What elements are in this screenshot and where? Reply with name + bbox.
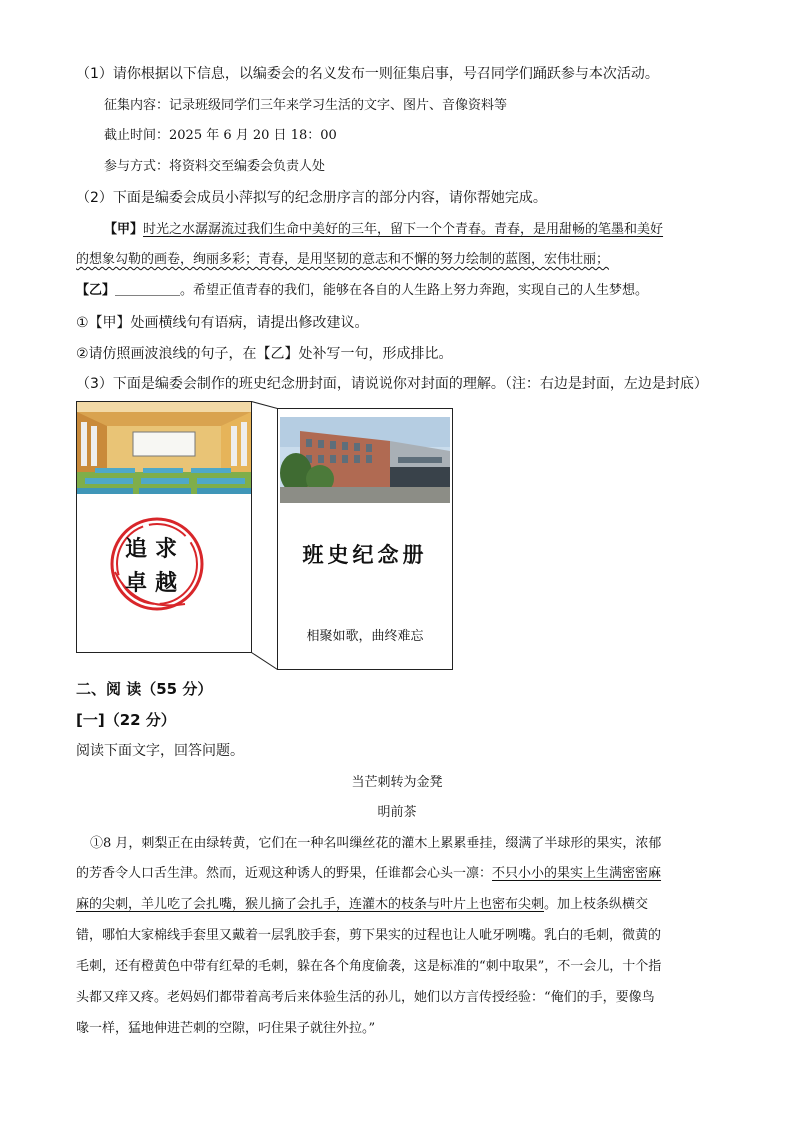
jia-wavy-text: 的想象勾勒的画卷，绚丽多彩；青春，是用坚韧的意志和不懈的努力绘制的蓝图，宏伟壮丽；	[76, 252, 610, 267]
section-heading: 二、阅 读（55 分）	[76, 680, 213, 698]
info-method: 参与方式：将资料交至编委会负责人处	[104, 159, 326, 174]
school-building-photo	[280, 417, 450, 503]
part-heading: [一]（22 分）	[76, 711, 176, 729]
question-1: （1）请你根据以下信息，以编委会的名义发布一则征集启事，号召同学们踊跃参与本次活动。	[76, 66, 659, 82]
preface-jia-line1	[104, 220, 663, 240]
info-content: 征集内容：记录班级同学们三年来学习生活的文字、图片、音像资料等	[104, 98, 508, 113]
para1-line6: 头都又痒又疼。老妈妈们都带着高考后来体验生活的孙儿，她们以方言传授经验：“俺们的手，要像鸟	[76, 990, 655, 1005]
sub-question-1: ①【甲】处画横线句有语病，请提出修改建议。	[76, 315, 369, 331]
yi-text: 。希望正值青春的我们，能够在各自的人生路上努力奔跑，实现自己的人生梦想。	[180, 283, 649, 298]
jia-tag: 【甲】	[104, 222, 144, 237]
para1-line3	[76, 895, 648, 915]
motto-stamp	[105, 512, 209, 616]
para1-line4: 错，哪怕大家棉线手套里又戴着一层乳胶手套，剪下果实的过程也让人呲牙咧嘴。乳白的毛刺，微黄的	[76, 928, 662, 943]
info-deadline: 截止时间：2025 年 6 月 20 日 18：00	[104, 128, 337, 143]
para1-underlined-a: 不只小小的果实上生满密密麻	[492, 866, 662, 881]
jia-underlined-text: 时光之水潺潺流过我们生命中美好的三年，留下一个个青春。青春，是用甜畅的笔墨和美好	[143, 222, 664, 237]
classroom-photo	[77, 402, 251, 494]
yi-tag: 【乙】	[76, 283, 116, 298]
para1-underlined-b: 麻的尖刺，羊儿吃了会扎嘴，猴儿摘了会扎手，连灌木的枝条与叶片上也密布尖刺	[76, 897, 545, 912]
para1-line2-text: 的芳香令人口舌生津。然而，近观这种诱人的野果，任谁都会心头一凛：	[76, 866, 493, 881]
yi-blank: ＿＿＿＿＿	[115, 283, 181, 298]
front-cover	[277, 408, 453, 670]
article-author: 明前茶	[377, 805, 417, 820]
stamp-line-1: 追求	[125, 537, 186, 562]
cover-subtitle: 相聚如歌，曲终难忘	[306, 629, 424, 644]
question-2: （2）下面是编委会成员小萍拟写的纪念册序言的部分内容，请你帮她完成。	[76, 190, 547, 206]
reading-instruction: 阅读下面文字，回答问题。	[76, 743, 244, 759]
back-cover	[76, 401, 252, 653]
para1-line7: 喙一样，猛地伸进芒刺的空隙，叼住果子就往外拉。”	[76, 1021, 376, 1036]
stamp-line-2: 卓越	[125, 571, 186, 596]
preface-yi-line	[76, 281, 648, 301]
para1-line1: ①8 月，刺梨正在由绿转黄，它们在一种名叫缫丝花的灌木上累累垂挂，缀满了半球形的果实，浓郁	[90, 836, 662, 851]
article-title: 当芒刺转为金凳	[351, 775, 443, 790]
para1-line2	[76, 864, 661, 884]
question-3: （3）下面是编委会制作的班史纪念册封面，请说说你对封面的理解。（注：右边是封面，左边是封底）	[76, 376, 708, 392]
preface-jia-line2	[76, 250, 609, 270]
para1-line5: 毛刺，还有橙黄色中带有红晕的毛刺，躲在各个角度偷袭，这是标准的“刺中取果”，不一会儿，十个指	[76, 959, 662, 974]
cover-title: 班史纪念册	[302, 542, 428, 567]
para1-line3-text: 。加上枝条纵横交	[544, 897, 649, 912]
book-spine	[251, 401, 278, 670]
sub-question-2: ②请仿照画波浪线的句子，在【乙】处补写一句，形成排比。	[76, 346, 453, 362]
